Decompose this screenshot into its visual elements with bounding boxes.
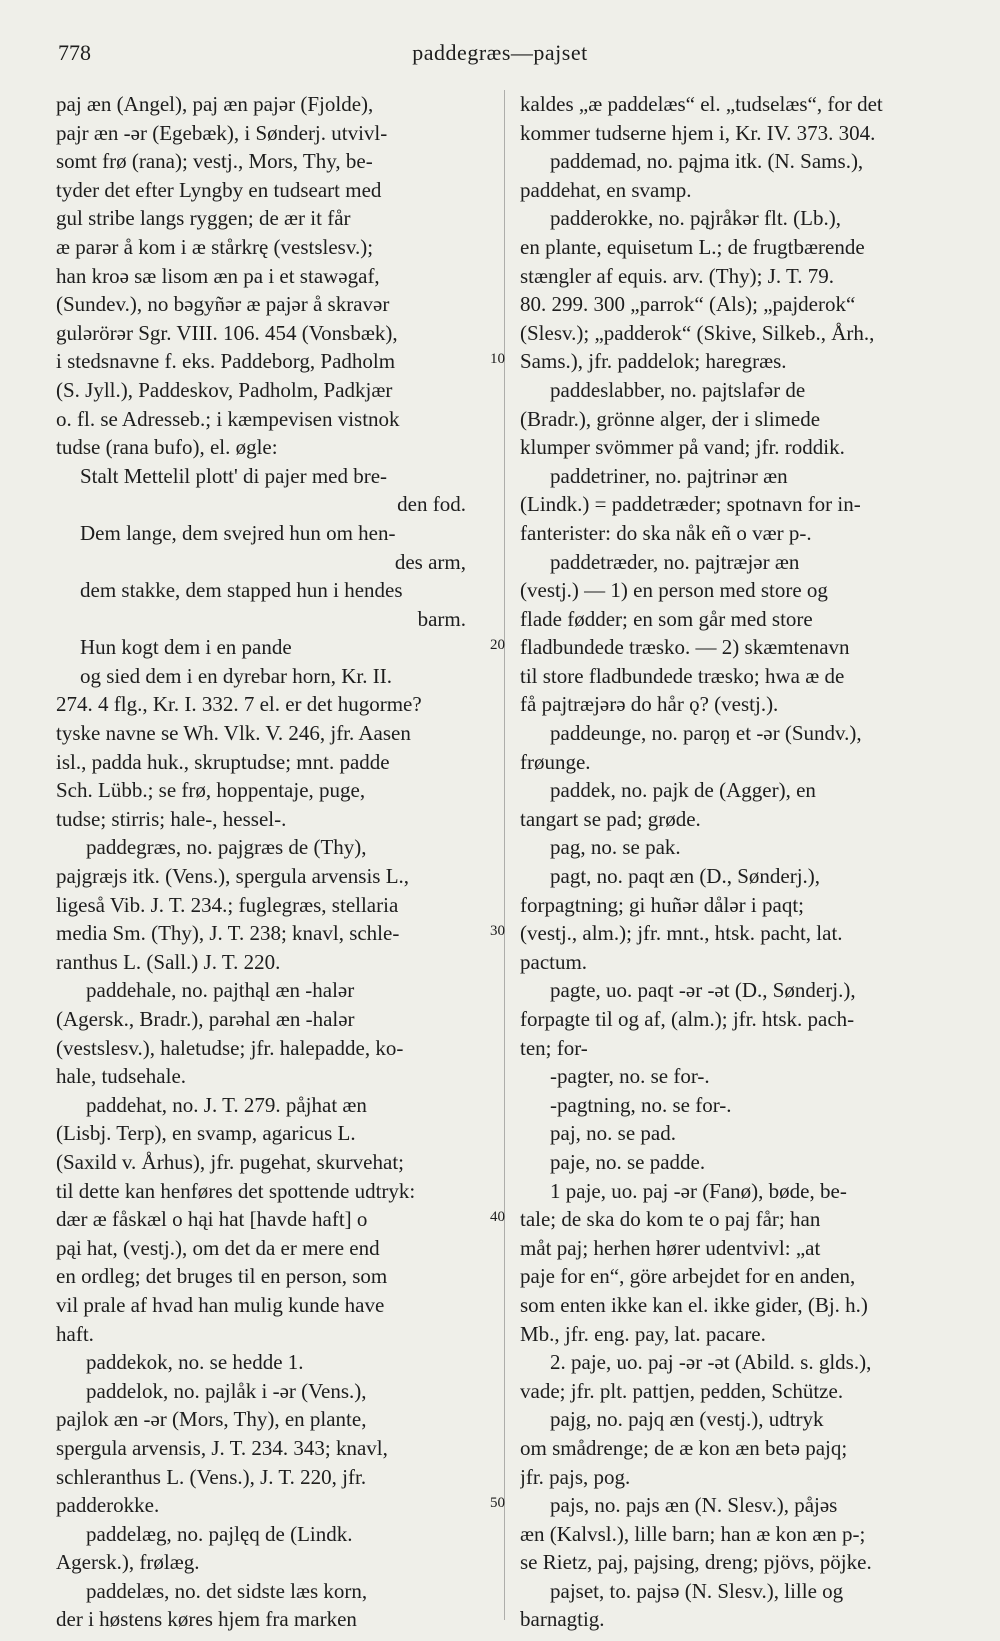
entry-headword-line: -pagtning, no. se for-. bbox=[550, 1092, 732, 1117]
text-line: pąi hat, (vestj.), om det da er mere end bbox=[56, 1235, 380, 1260]
text-line: pajr æn -ər (Egebæk), i Sønderj. utvivl- bbox=[56, 120, 388, 145]
text-line: pactum. bbox=[520, 949, 588, 974]
text-line: han kroə sæ lisom æn pa i et stawəgaf, bbox=[56, 263, 380, 288]
text-line: tyske navne se Wh. Vlk. V. 246, jfr. Aasen bbox=[56, 721, 411, 746]
text-line: klumper svömmer på vand; jfr. roddik. bbox=[520, 435, 845, 460]
entry-headword-line: pagt, no. paqt æn (D., Sønderj.), bbox=[550, 864, 821, 889]
text-line: pajlok æn -ər (Mors, Thy), en plante, bbox=[56, 1407, 367, 1432]
entry-headword-line: paddehale, no. pajthąl æn -halər bbox=[86, 978, 355, 1003]
text-line: o. fl. se Adresseb.; i kæmpevisen vistnok bbox=[56, 406, 400, 431]
entry-headword-line: pajg, no. pajq æn (vestj.), udtryk bbox=[550, 1407, 824, 1432]
text-line: og sied dem i en dyrebar horn, Kr. II. bbox=[80, 663, 392, 688]
text-line: Hun kogt dem i en pande bbox=[80, 635, 292, 660]
text-line: schleranthus L. (Vens.), J. T. 220, jfr. bbox=[56, 1464, 367, 1489]
text-line: (Slesv.); „padderok“ (Skive, Silkeb., Årh., bbox=[520, 320, 875, 345]
text-line: paj æn (Angel), paj æn pajər (Fjolde), bbox=[56, 92, 374, 116]
entry-headword-line: pagte, uo. paqt -ər -ət (D., Sønderj.), bbox=[550, 978, 856, 1003]
text-line: tudse; stirris; hale-, hessel-. bbox=[56, 806, 287, 831]
text-line: barm. bbox=[417, 606, 466, 631]
text-line: paddehat, en svamp. bbox=[520, 177, 692, 202]
entry-headword-line: paj, no. se pad. bbox=[550, 1121, 676, 1146]
entry-headword-line: paje, no. se padde. bbox=[550, 1149, 706, 1174]
text-line: til store fladbundede træsko; hwa æ de bbox=[520, 663, 845, 688]
text-line: en plante, equisetum L.; de frugtbærende bbox=[520, 234, 865, 259]
running-head: paddegræs—pajset bbox=[412, 40, 588, 65]
text-line: (vestj.) — 1) en person med store og bbox=[520, 578, 828, 603]
text-line: ten; for- bbox=[520, 1035, 588, 1060]
line-number: 30 bbox=[490, 923, 505, 940]
text-line: få pajtræjərə do hår ǫ? (vestj.). bbox=[520, 692, 779, 717]
entry-headword-line: 1 paje, uo. paj -ər (Fanø), bøde, be- bbox=[550, 1178, 847, 1203]
text-line: ligeså Vib. J. T. 234.; fuglegræs, stellaria bbox=[56, 892, 399, 917]
text-line: haft. bbox=[56, 1321, 94, 1346]
text-line: stængler af equis. arv. (Thy); J. T. 79. bbox=[520, 263, 834, 288]
text-line: den fod. bbox=[397, 492, 466, 517]
text-line: padderokke. bbox=[56, 1493, 160, 1518]
text-line: der i høstens køres hjem fra marken bbox=[56, 1607, 357, 1632]
text-line: isl., padda huk., skruptudse; mnt. padde bbox=[56, 749, 390, 774]
text-line: vil prale af hvad han mulig kunde have bbox=[56, 1292, 385, 1317]
text-line: (S. Jyll.), Paddeskov, Padholm, Padkjær bbox=[56, 377, 393, 402]
text-line: (Lindk.) = paddetræder; spotnavn for in- bbox=[520, 492, 861, 517]
entry-headword-line: paddetræder, no. pajtræjər æn bbox=[550, 549, 800, 574]
text-line: tale; de ska do kom te o paj får; han bbox=[520, 1207, 821, 1232]
text-line: Dem lange, dem svejred hun om hen- bbox=[80, 520, 396, 545]
entry-headword-line: paddeslabber, no. pajtslafər de bbox=[550, 377, 806, 402]
text-line: dem stakke, dem stapped hun i hendes bbox=[80, 578, 403, 603]
text-line: en ordleg; det bruges til en person, som bbox=[56, 1264, 388, 1289]
page-number: 778 bbox=[58, 40, 91, 65]
text-line: barnagtig. bbox=[520, 1607, 605, 1632]
text-line: i stedsnavne f. eks. Paddeborg, Padholm bbox=[56, 349, 396, 374]
line-number: 40 bbox=[490, 1209, 505, 1226]
entry-headword-line: padderokke, no. pąjråkər flt. (Lb.), bbox=[550, 206, 841, 231]
text-line: spergula arvensis, J. T. 234. 343; knavl, bbox=[56, 1435, 388, 1460]
text-line: Sch. Lübb.; se frø, hoppentaje, puge, bbox=[56, 778, 366, 803]
text-line: (vestslesv.), haletudse; jfr. halepadde, ko- bbox=[56, 1035, 404, 1060]
entry-headword-line: paddegræs, no. pajgræs de (Thy), bbox=[86, 835, 367, 860]
text-line: gul stribe langs ryggen; de ær it får bbox=[56, 206, 351, 231]
text-line: gulərörər Sgr. VIII. 106. 454 (Vonsbæk), bbox=[56, 320, 398, 345]
text-line: media Sm. (Thy), J. T. 238; knavl, schle- bbox=[56, 921, 400, 946]
text-line: til dette kan henføres det spottende udtryk: bbox=[56, 1178, 416, 1203]
text-line: pajgræjs itk. (Vens.), spergula arvensis L., bbox=[56, 864, 410, 889]
entry-headword-line: paddelok, no. pajlåk i -ər (Vens.), bbox=[86, 1378, 367, 1403]
text-line: æ parər å kom i æ stårkrę (vestslesv.); bbox=[56, 234, 374, 259]
entry-headword-line: pajs, no. pajs æn (N. Slesv.), påjəs bbox=[550, 1493, 838, 1518]
text-line: som enten ikke kan el. ikke gider, (Bj. h.) bbox=[520, 1292, 868, 1317]
text-line: paje for en“, göre arbejdet for en anden, bbox=[520, 1264, 856, 1289]
text-line: des arm, bbox=[394, 549, 466, 574]
entry-headword-line: pag, no. se pak. bbox=[550, 835, 681, 860]
text-line: fanterister: do ska nåk eñ o vær p-. bbox=[520, 520, 812, 545]
text-line: (vestj., alm.); jfr. mnt., htsk. pacht, lat. bbox=[520, 921, 843, 946]
text-line: kommer tudserne hjem i, Kr. IV. 373. 304. bbox=[520, 120, 876, 145]
text-line: forpagtning; gi huñər dålər i paqt; bbox=[520, 892, 805, 917]
line-number: 50 bbox=[490, 1495, 505, 1512]
entry-headword-line: pajset, to. pajsə (N. Slesv.), lille og bbox=[550, 1578, 844, 1603]
text-line: Mb., jfr. eng. pay, lat. pacare. bbox=[520, 1321, 766, 1346]
entry-headword-line: paddehat, no. J. T. 279. påjhat æn bbox=[86, 1092, 367, 1117]
right-column bbox=[520, 90, 956, 1634]
text-line: 274. 4 flg., Kr. I. 332. 7 el. er det hugorme? bbox=[56, 692, 422, 717]
entry-headword-line: paddetriner, no. pajtrinər æn bbox=[550, 463, 788, 488]
text-line: flade fødder; en som går med store bbox=[520, 606, 813, 631]
text-line: tyder det efter Lyngby en tudseart med bbox=[56, 177, 382, 202]
text-line: (Lisbj. Terp), en svamp, agaricus L. bbox=[56, 1121, 356, 1146]
text-line: Stalt Mettelil plott' di pajer med bre- bbox=[80, 463, 388, 488]
entry-headword-line: -pagter, no. se for-. bbox=[550, 1064, 710, 1089]
text-line: Sams.), jfr. paddelok; haregræs. bbox=[520, 349, 787, 374]
text-line: somt frø (rana); vestj., Mors, Thy, be- bbox=[56, 149, 373, 174]
entry-headword-line: paddekok, no. se hedde 1. bbox=[86, 1350, 304, 1375]
text-line: (Bradr.), grönne alger, der i slimede bbox=[520, 406, 821, 431]
entry-headword-line: paddelæg, no. pajlęq de (Lindk. bbox=[86, 1521, 353, 1546]
text-line: (Agersk., Bradr.), parəhal æn -halər bbox=[56, 1007, 355, 1031]
text-line: (Saxild v. Århus), jfr. pugehat, skurvehat; bbox=[56, 1149, 404, 1174]
entry-headword-line: paddek, no. pajk de (Agger), en bbox=[550, 778, 816, 803]
entry-headword-line: 2. paje, uo. paj -ər -ət (Abild. s. glds.), bbox=[550, 1350, 872, 1375]
text-line: æn (Kalvsl.), lille barn; han æ kon æn p-; bbox=[520, 1521, 866, 1546]
text-line: tudse (rana bufo), el. øgle: bbox=[56, 435, 278, 460]
text-line: kaldes „æ paddelæs“ el. „tudselæs“, for det bbox=[520, 92, 883, 116]
text-line: vade; jfr. plt. pattjen, pedden, Schütze. bbox=[520, 1378, 844, 1403]
text-line: ranthus L. (Sall.) J. T. 220. bbox=[56, 949, 281, 974]
text-line: måt paj; herhen hører udentvivl: „at bbox=[520, 1235, 821, 1260]
text-line: jfr. pajs, pog. bbox=[520, 1464, 631, 1489]
text-line: om smådrenge; de æ kon æn betə pajq; bbox=[520, 1435, 848, 1460]
text-line: (Sundev.), no bəgyñər æ pajər å skravər bbox=[56, 292, 390, 317]
text-line: frøunge. bbox=[520, 749, 591, 774]
text-line: hale, tudsehale. bbox=[56, 1064, 187, 1089]
text-line: 80. 299. 300 „parrok“ (Als); „pajderok“ bbox=[520, 292, 856, 317]
entry-headword-line: paddemad, no. pąjma itk. (N. Sams.), bbox=[550, 149, 864, 174]
column-divider bbox=[504, 90, 505, 1620]
left-column bbox=[56, 90, 488, 1634]
line-number: 10 bbox=[490, 351, 505, 368]
entry-headword-line: paddeunge, no. parǫŋ et -ər (Sundv.), bbox=[550, 721, 862, 746]
text-line: forpagte til og af, (alm.); jfr. htsk. pach- bbox=[520, 1007, 855, 1031]
text-line: tangart se pad; grøde. bbox=[520, 806, 701, 831]
entry-headword-line: paddelæs, no. det sidste læs korn, bbox=[86, 1578, 368, 1603]
text-line: dær æ fåskæl o hąi hat [havde haft] o bbox=[56, 1207, 368, 1232]
text-line: fladbundede træsko. — 2) skæmtenavn bbox=[520, 635, 850, 660]
text-line: Agersk.), frølæg. bbox=[56, 1550, 200, 1575]
text-line: se Rietz, paj, pajsing, dreng; pjövs, pöjke. bbox=[520, 1550, 872, 1575]
line-number: 20 bbox=[490, 637, 505, 654]
